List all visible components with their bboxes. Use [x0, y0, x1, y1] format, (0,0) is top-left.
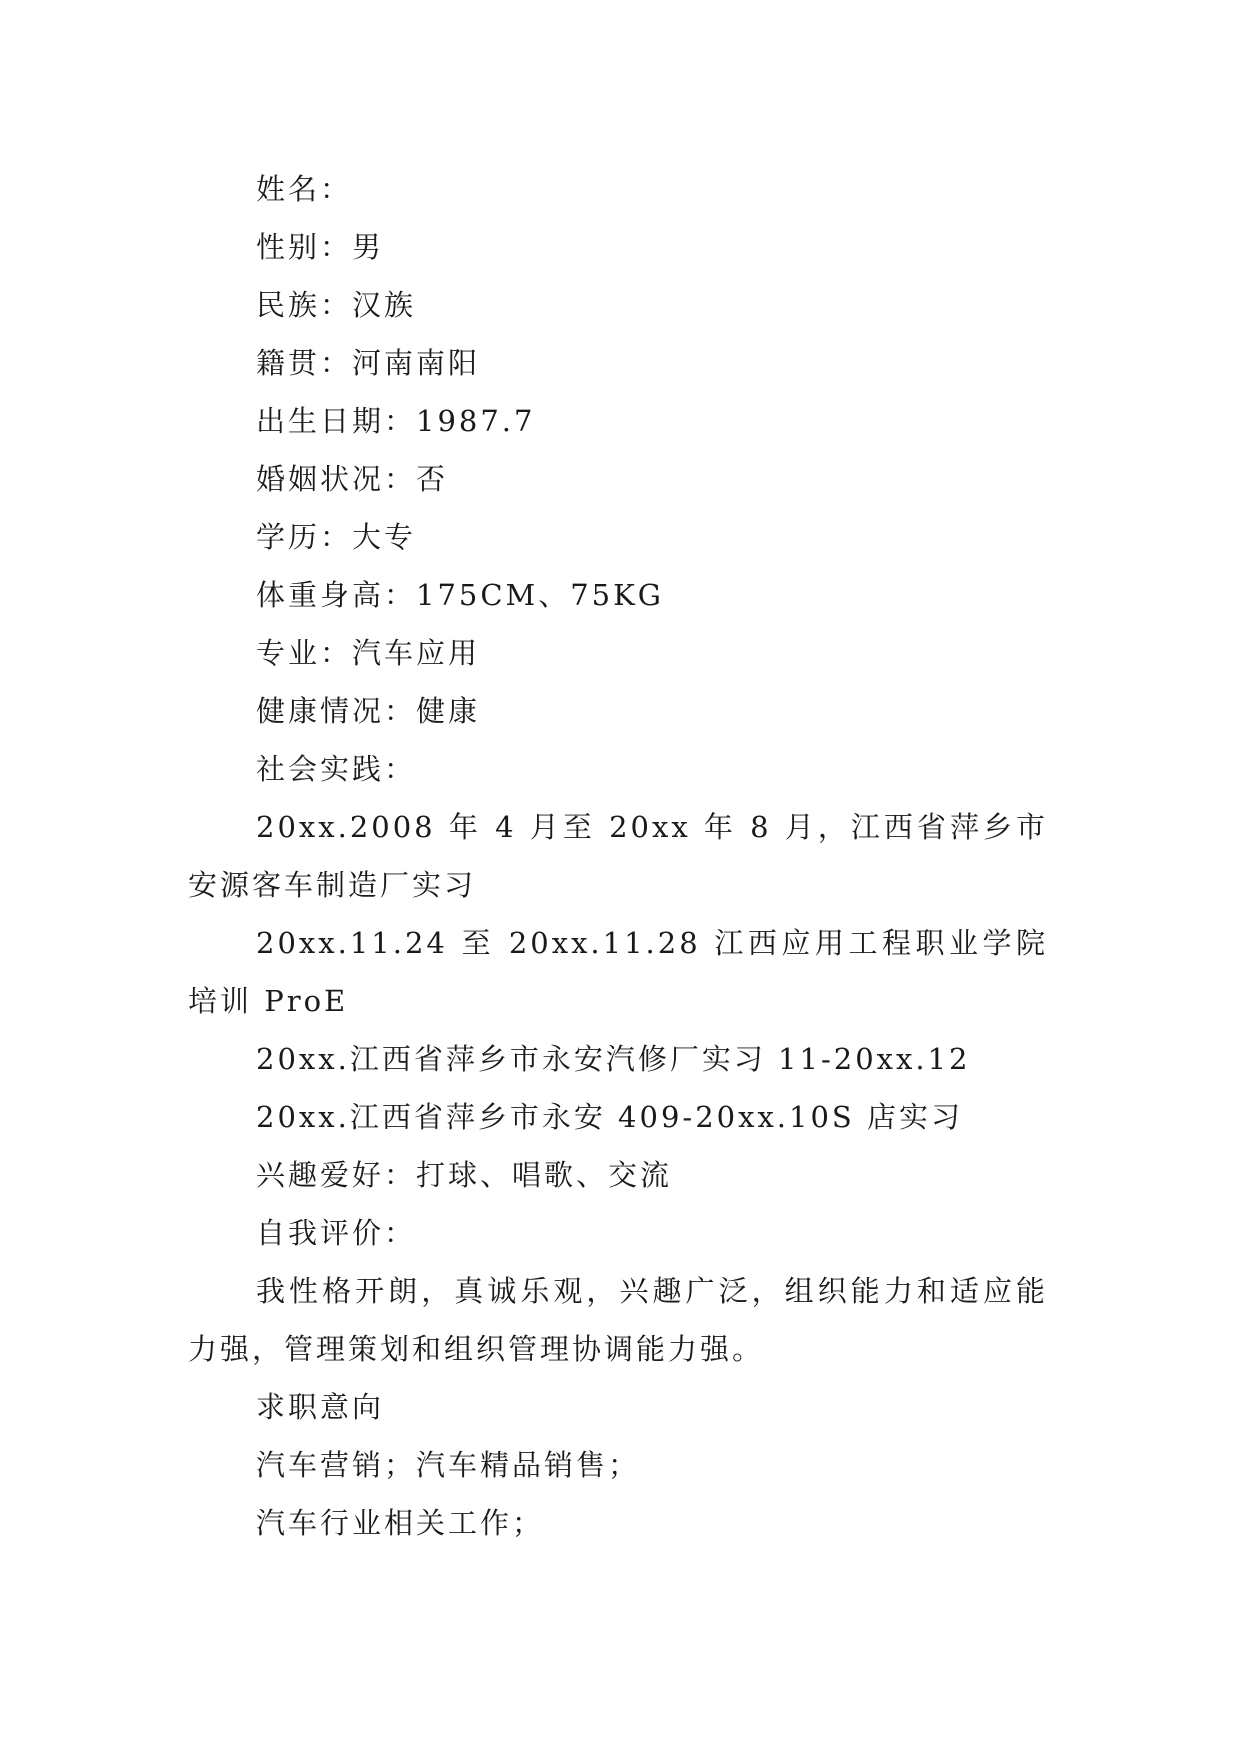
field-birth-date: 出生日期：1987.7 — [256, 404, 536, 438]
hobbies: 兴趣爱好：打球、唱歌、交流 — [256, 1158, 673, 1192]
field-gender: 性别：男 — [256, 230, 385, 264]
field-health: 健康情况：健康 — [256, 694, 481, 728]
practice-item: 20xx.江西省萍乡市永安 409-20xx.10S 店实习 — [256, 1100, 964, 1134]
field-name: 姓名： — [256, 172, 353, 206]
field-marital-status: 婚姻状况：否 — [256, 462, 449, 496]
field-education: 学历：大专 — [256, 520, 417, 554]
field-native-place: 籍贯：河南南阳 — [256, 346, 481, 380]
self-evaluation-text: 我性格开朗，真诚乐观，兴趣广泛，组织能力和适应能力强，管理策划和组织管理协调能力强。 — [188, 1274, 1048, 1366]
job-intention-heading: 求职意向 — [256, 1390, 385, 1424]
job-intention-item: 汽车营销；汽车精品销售； — [256, 1448, 641, 1482]
practice-item: 20xx.11.24 至 20xx.11.28 江西应用工程职业学院培训 ProE — [188, 926, 1048, 1018]
job-intention-item: 汽车行业相关工作； — [256, 1506, 545, 1540]
self-evaluation-heading: 自我评价： — [256, 1216, 417, 1250]
field-major: 专业：汽车应用 — [256, 636, 481, 670]
practice-item: 20xx.2008 年 4 月至 20xx 年 8 月，江西省萍乡市安源客车制造厂实习 — [188, 810, 1048, 902]
field-height-weight: 体重身高：175CM、75KG — [256, 578, 664, 612]
field-ethnicity: 民族：汉族 — [256, 288, 417, 322]
resume-body — [188, 160, 1048, 1552]
practice-heading: 社会实践： — [256, 752, 417, 786]
practice-item: 20xx.江西省萍乡市永安汽修厂实习 11-20xx.12 — [256, 1042, 971, 1076]
